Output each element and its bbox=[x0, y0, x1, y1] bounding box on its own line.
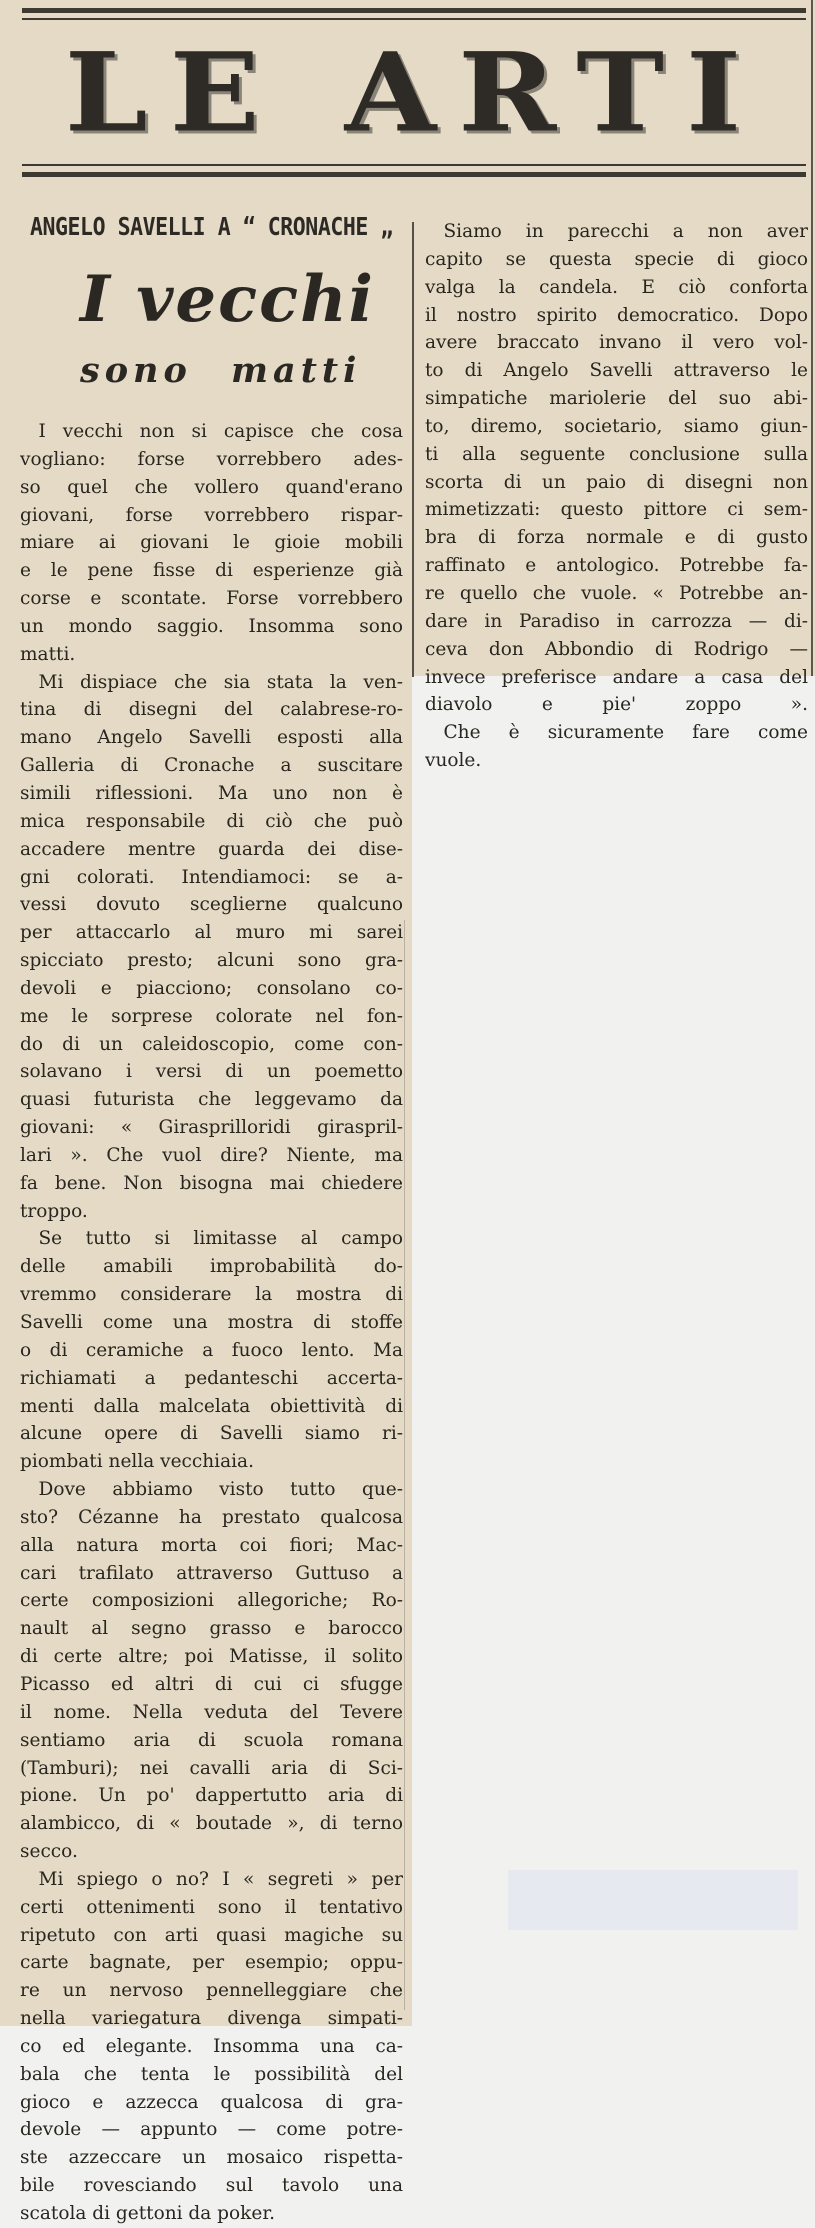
article-kicker: ANGELO SAVELLI A “ CRONACHE „ bbox=[30, 212, 393, 241]
text-line: e le pene fisse di esperienze già bbox=[20, 560, 403, 582]
text-line: lari ». Che vuol dire? Niente, ma bbox=[20, 1144, 403, 1166]
header-rule-top bbox=[22, 8, 806, 13]
text-line: accadere mentre guarda dei dise- bbox=[20, 838, 403, 860]
text-line: piombati nella vecchiaia. bbox=[20, 1451, 254, 1473]
text-line: miare ai giovani le gioie mobili bbox=[20, 532, 403, 554]
text-line: bile rovesciando sul tavolo una bbox=[20, 2175, 403, 2197]
text-line: re un nervoso pennelleggiare che bbox=[20, 1980, 403, 2002]
text-line: raffinato e antologico. Potrebbe fa- bbox=[425, 555, 808, 577]
article-headline: I vecchi bbox=[80, 262, 375, 337]
text-line: to di Angelo Savelli attraverso le bbox=[425, 360, 808, 382]
text-line: bala che tenta le possibilità del bbox=[20, 2063, 403, 2085]
text-line: ceva don Abbondio di Rodrigo — bbox=[425, 638, 808, 660]
text-line: pione. Un po' dappertutto aria di bbox=[20, 1785, 403, 1807]
text-line: scatola di gettoni da poker. bbox=[20, 2203, 276, 2224]
text-line: vremmo considerare la mostra di bbox=[20, 1284, 403, 1306]
text-line: carte bagnate, per esempio; oppu- bbox=[20, 1952, 403, 1974]
text-line: giovani, forse vorrebbero rispar- bbox=[20, 504, 403, 526]
text-line: alcune opere di Savelli siamo ri- bbox=[20, 1423, 403, 1445]
text-line: Savelli come una mostra di stoffe bbox=[20, 1312, 403, 1333]
text-line: re quello che vuole. « Potrebbe an- bbox=[425, 582, 808, 604]
text-line: mimetizzati: questo pittore ci sem- bbox=[425, 499, 808, 521]
text-line: matti. bbox=[20, 643, 76, 665]
text-line: vogliano: forse vorrebbero ades- bbox=[20, 448, 403, 470]
text-line: o di ceramiche a fuoco lento. Ma bbox=[20, 1339, 403, 1361]
text-line: valga la candela. E ciò conforta bbox=[425, 276, 808, 298]
text-line: do di un caleidoscopio, come con- bbox=[20, 1033, 403, 1055]
text-line: capito se questa specie di gioco bbox=[425, 248, 808, 270]
masthead bbox=[22, 30, 806, 155]
text-line: spicciato presto; alcuni sono gra- bbox=[20, 950, 403, 972]
column-edge bbox=[404, 920, 405, 2010]
text-line: devole — appunto — come potre- bbox=[20, 2119, 403, 2141]
text-line: corse e scontate. Forse vorrebbero bbox=[20, 588, 403, 610]
text-line: quasi futurista che leggevamo da bbox=[20, 1089, 403, 1111]
text-line: fa bene. Non bisogna mai chiedere bbox=[20, 1172, 403, 1194]
section-header bbox=[22, 8, 806, 180]
text-line: tina di disegni del calabrese-ro- bbox=[20, 699, 403, 721]
faint-show-through-block bbox=[508, 1870, 798, 1930]
text-line: certe composizioni allegoriche; Ro- bbox=[20, 1590, 403, 1612]
header-rule-bottom bbox=[22, 172, 806, 177]
header-rule-bottom-thin bbox=[22, 164, 806, 166]
text-line: alla natura morta coi fiori; Mac- bbox=[20, 1534, 403, 1556]
text-line: di certe altre; poi Matisse, il solito bbox=[20, 1646, 403, 1668]
text-line: Siamo in parecchi a non aver bbox=[425, 221, 808, 242]
text-line: to, diremo, societario, siamo giun- bbox=[425, 415, 808, 437]
text-line: so quel che vollero quand'erano bbox=[20, 476, 403, 498]
text-line: cari trafilato attraverso Guttuso a bbox=[20, 1562, 403, 1584]
text-line: Dove abbiamo visto tutto que- bbox=[20, 1479, 403, 1501]
text-line: gioco e azzecca qualcosa di gra- bbox=[20, 2091, 403, 2113]
text-line: simili riflessioni. Ma uno non è bbox=[20, 782, 403, 804]
text-line: richiamati a pedanteschi accerta- bbox=[20, 1367, 403, 1389]
article-column-left bbox=[20, 418, 403, 2228]
text-line: il nome. Nella veduta del Tevere bbox=[20, 1701, 403, 1723]
text-line: avere braccato invano il vero vol- bbox=[425, 332, 808, 354]
text-line: sentiamo aria di scuola romana bbox=[20, 1729, 403, 1751]
text-line: co ed elegante. Insomma una ca- bbox=[20, 2035, 403, 2057]
text-line: ti alla seguente conclusione sulla bbox=[425, 443, 808, 465]
text-line: il nostro spirito democratico. Dopo bbox=[425, 304, 808, 326]
header-rule-top-thin bbox=[22, 18, 806, 20]
text-line: vuole. bbox=[425, 750, 482, 772]
text-line: simpatiche mariolerie del suo abi- bbox=[425, 388, 808, 410]
article-subhead: sono matti bbox=[80, 350, 362, 391]
text-line: devoli e piacciono; consolano co- bbox=[20, 977, 403, 999]
text-line: dare in Paradiso in carrozza — di- bbox=[425, 610, 808, 632]
text-line: giovani: « Girasprilloridi giraspril- bbox=[20, 1117, 403, 1139]
text-line: sto? Cézanne ha prestato qualcosa bbox=[20, 1506, 403, 1528]
text-line: certi ottenimenti sono il tentativo bbox=[20, 1896, 403, 1918]
text-line: me le sorprese colorate nel fon- bbox=[20, 1005, 403, 1027]
text-line: un mondo saggio. Insomma sono bbox=[20, 615, 403, 637]
text-line: nella variegatura divenga simpati- bbox=[20, 2008, 403, 2030]
text-line: Galleria di Cronache a suscitare bbox=[20, 755, 403, 777]
column-divider bbox=[412, 222, 414, 677]
text-line: Mi spiego o no? I « segreti » per bbox=[20, 1868, 403, 1890]
text-line: ripetuto con arti quasi magiche su bbox=[20, 1924, 403, 1946]
clipping-right-edge bbox=[811, 0, 813, 676]
text-line: (Tamburi); nei cavalli aria di Sci- bbox=[20, 1757, 403, 1779]
text-line: scorta di un paio di disegni non bbox=[425, 471, 808, 493]
text-line: I vecchi non si capisce che cosa bbox=[20, 421, 403, 442]
text-line: alambicco, di « boutade », di terno bbox=[20, 1813, 403, 1835]
text-line: menti dalla malcelata obiettività di bbox=[20, 1395, 403, 1417]
text-line: Se tutto si limitasse al campo bbox=[20, 1228, 403, 1250]
text-line: solavano i versi di un poemetto bbox=[20, 1061, 403, 1083]
text-line: Picasso ed altri di cui ci sfugge bbox=[20, 1673, 403, 1695]
text-line: secco. bbox=[20, 1841, 78, 1863]
text-line: Che è sicuramente fare come bbox=[425, 722, 808, 744]
text-line: bra di forza normale e di gusto bbox=[425, 527, 808, 549]
text-line: troppo. bbox=[20, 1200, 88, 1222]
masthead-title: LE ARTI bbox=[64, 28, 764, 157]
text-line: vessi dovuto sceglierne qualcuno bbox=[20, 894, 403, 916]
text-line: invece preferisce andare a casa del bbox=[425, 666, 808, 688]
article-column-right bbox=[425, 218, 808, 775]
text-line: diavolo e pie' zoppo ». bbox=[425, 694, 808, 716]
text-line: gni colorati. Intendiamoci: se a- bbox=[20, 866, 403, 888]
text-line: delle amabili improbabilità do- bbox=[20, 1256, 403, 1278]
text-line: ste azzeccare un mosaico rispetta- bbox=[20, 2147, 403, 2169]
text-line: Mi dispiace che sia stata la ven- bbox=[20, 671, 403, 693]
text-line: nault al segno grasso e barocco bbox=[20, 1618, 403, 1640]
text-line: mano Angelo Savelli esposti alla bbox=[20, 727, 403, 749]
text-line: per attaccarlo al muro mi sarei bbox=[20, 922, 403, 944]
text-line: mica responsabile di ciò che può bbox=[20, 810, 403, 832]
